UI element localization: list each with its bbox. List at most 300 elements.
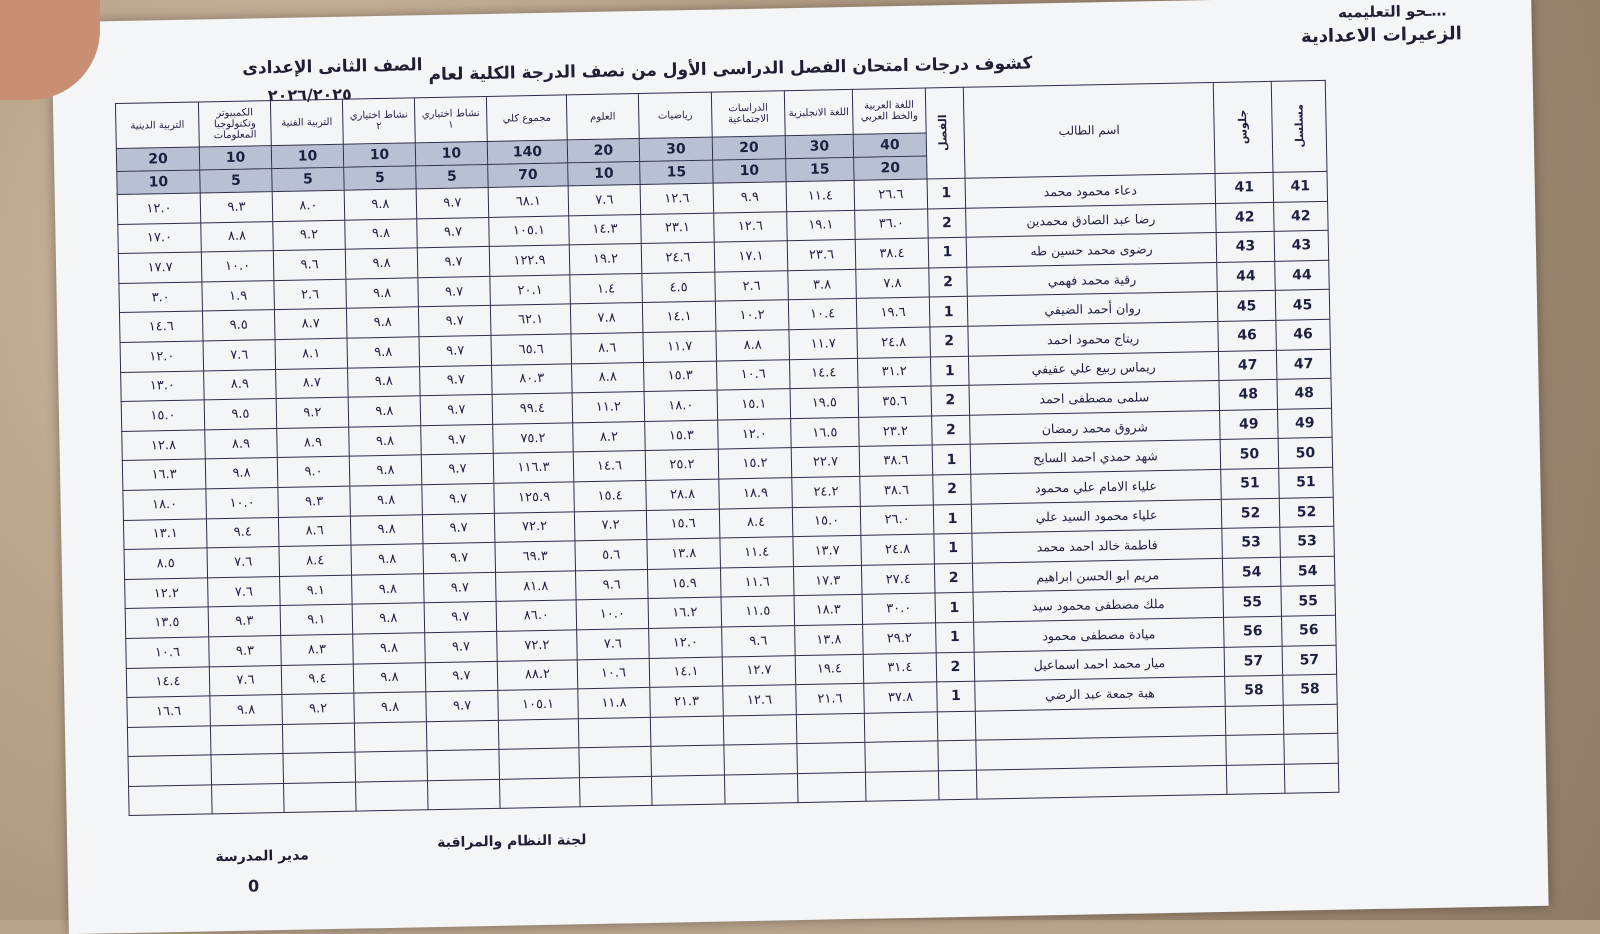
cell-seat: 42 — [1216, 202, 1275, 233]
cell-math: ١١.٧ — [643, 331, 717, 362]
cell-act1 — [426, 720, 499, 751]
cell-rel: ١٣.٠ — [121, 370, 205, 401]
cell-soc — [724, 773, 798, 804]
column-header: الدراسات الاجتماعية — [711, 91, 785, 137]
cell-total: ١٢٥.٩ — [494, 482, 575, 513]
cell-name: شروق محمد رمضان — [970, 410, 1221, 444]
column-header: العلوم — [566, 94, 639, 140]
cell-serial: 48 — [1277, 378, 1332, 409]
cell-total: ٦٩.٣ — [495, 541, 576, 572]
cell-total: ٩٩.٤ — [492, 393, 573, 424]
cell-act1: ٩.٧ — [422, 513, 495, 544]
school-name: الزعيرات الاعدادية — [1300, 23, 1463, 48]
max-score-cell: 30 — [785, 134, 853, 158]
cell-rel: ١٢.٢ — [125, 578, 209, 609]
cell-sci: ١٠.٦ — [577, 658, 650, 689]
cell-act1: ٩.٧ — [418, 276, 491, 307]
cell-ar: ٣١.٢ — [857, 357, 931, 388]
max-score-cell: 10 — [199, 146, 271, 170]
cell-soc: ١٠.٢ — [715, 300, 789, 331]
cell-en — [797, 772, 866, 803]
cell-soc: ١٢.٧ — [722, 655, 796, 686]
cell-act2: ٩.٨ — [344, 189, 417, 220]
cell-soc: ٨.٤ — [719, 507, 793, 538]
cell-en: ١٤.٤ — [789, 358, 858, 389]
cell-en — [796, 713, 865, 744]
cell-ar: ٣٨.٦ — [859, 445, 933, 476]
cell-act1 — [427, 750, 500, 781]
cell-art — [283, 752, 356, 783]
cell-soc: ١٢.٦ — [714, 211, 788, 242]
cell-class — [937, 711, 976, 741]
cell-rel: ١٥.٠ — [121, 400, 205, 431]
cell-class: 1 — [929, 297, 968, 327]
cell-en: ١١.٧ — [789, 328, 858, 359]
max-score-cell: 30 — [639, 137, 712, 161]
cell-class: 2 — [932, 415, 971, 445]
cell-math: ١٥.٣ — [644, 361, 718, 392]
max-score-cell: 10 — [415, 141, 487, 165]
cell-name: هبة جمعة عبد الرضي — [975, 676, 1226, 710]
cell-comp: ١٠.٠ — [206, 487, 279, 518]
cell-total — [499, 778, 580, 809]
cell-ar — [865, 771, 939, 802]
cell-art: ٩.٠ — [277, 456, 350, 487]
cell-sci: ٨.٨ — [572, 362, 645, 393]
cell-soc: ١٥.٢ — [718, 448, 792, 479]
cell-seat: 48 — [1219, 379, 1278, 410]
cell-serial: 54 — [1280, 556, 1335, 587]
cell-act1: ٩.٧ — [421, 424, 494, 455]
cell-soc: ١٧.١ — [714, 241, 788, 272]
cell-seat — [1225, 705, 1284, 736]
cell-serial: 50 — [1278, 438, 1333, 469]
cell-art: ٢.٦ — [274, 279, 347, 310]
cell-act1: ٩.٧ — [422, 483, 495, 514]
cell-class: 1 — [935, 593, 974, 623]
cell-rel: ٨.٥ — [124, 548, 208, 579]
column-header: الكمبيوتر وتكنولوجيا المعلومات — [198, 101, 271, 147]
cell-serial: 42 — [1274, 201, 1329, 232]
cell-seat: 52 — [1221, 498, 1280, 529]
cell-math: ١٤.١ — [649, 657, 723, 688]
cell-rel: ١٤.٤ — [126, 666, 210, 697]
cell-serial: 41 — [1273, 171, 1328, 202]
cell-seat: 50 — [1220, 439, 1279, 470]
cell-sci — [578, 717, 651, 748]
cell-ar: ٢٤.٨ — [861, 534, 935, 565]
half-score-cell: 70 — [488, 163, 568, 188]
cell-seat: 41 — [1215, 172, 1274, 203]
cell-ar: ٢٧.٤ — [861, 564, 935, 595]
cell-total: ٧٥.٢ — [493, 423, 574, 454]
cell-sci: ١١.٢ — [572, 392, 645, 423]
cell-act1: ٩.٧ — [424, 602, 497, 633]
cell-act2: ٩.٨ — [350, 485, 423, 516]
cell-act1: ٩.٧ — [418, 306, 491, 337]
cell-serial: 56 — [1282, 615, 1337, 646]
cell-art — [284, 782, 357, 813]
cell-comp: ١.٩ — [202, 280, 275, 311]
cell-total: ٨٨.٢ — [497, 659, 578, 690]
cell-class: 2 — [930, 326, 969, 356]
cell-math: ٤.٥ — [642, 272, 716, 303]
cell-soc: ١٥.١ — [717, 389, 791, 420]
cell-art: ٨.٤ — [279, 545, 352, 576]
cell-serial — [1284, 734, 1339, 765]
cell-act2: ٩.٨ — [348, 396, 421, 427]
cell-en: ١١.٤ — [786, 180, 855, 211]
cell-ar: ٢٩.٢ — [863, 623, 937, 654]
cell-act2: ٩.٨ — [347, 337, 420, 368]
half-score-cell: 15 — [640, 160, 713, 184]
cell-ar: ٣٥.٦ — [858, 386, 932, 417]
cell-soc: ١٨.٩ — [719, 478, 793, 509]
cell-serial: 58 — [1283, 674, 1338, 705]
cell-act2 — [354, 721, 427, 752]
cell-art: ٩.٤ — [281, 664, 354, 695]
cell-act1: ٩.٧ — [416, 187, 489, 218]
cell-ar: ١٩.٦ — [856, 297, 930, 328]
column-header: اللغة العربية والخط العربي — [852, 88, 926, 134]
half-score-cell: 10 — [117, 170, 200, 195]
cell-act1: ٩.٧ — [417, 217, 490, 248]
cell-art: ٩.٢ — [282, 693, 355, 724]
cell-rel: ١٢.٠ — [117, 193, 201, 224]
cell-class: 2 — [934, 563, 973, 593]
cell-total: ١١٦.٣ — [493, 452, 574, 483]
cell-rel: ١٢.٨ — [122, 430, 206, 461]
cell-rel — [128, 755, 212, 786]
cell-name: دعاء محمود محمد — [965, 173, 1216, 207]
cell-act2: ٩.٨ — [352, 573, 425, 604]
cell-seat: 43 — [1216, 232, 1275, 263]
cell-ar: ٧.٨ — [856, 268, 930, 299]
max-score-cell: 20 — [712, 136, 785, 160]
cell-act2 — [355, 751, 428, 782]
cell-art: ٨.٠ — [272, 190, 345, 221]
cell-math: ١٦.٢ — [648, 597, 722, 628]
max-score-cell: 10 — [271, 144, 343, 168]
cell-serial: 47 — [1276, 349, 1331, 380]
cell-name: رضوى محمد حسين طه — [966, 233, 1217, 267]
cell-act2: ٩.٨ — [348, 366, 421, 397]
cell-ar: ٣١.٤ — [863, 652, 937, 683]
cell-art: ٨.٧ — [274, 309, 347, 340]
cell-serial: 46 — [1276, 319, 1331, 350]
cell-total: ٨١.٨ — [496, 571, 577, 602]
cell-name — [976, 736, 1227, 770]
cell-class: 1 — [937, 681, 976, 711]
cell-rel: ١٧.٧ — [118, 252, 202, 283]
cell-math — [650, 716, 724, 747]
cell-math: ١٨.٠ — [644, 390, 718, 421]
cell-act1: ٩.٧ — [419, 335, 492, 366]
cell-seat: 58 — [1225, 675, 1284, 706]
cell-sci: ١٩.٢ — [569, 244, 642, 275]
max-score-cell: 140 — [487, 140, 567, 165]
cell-sci: ١٤.٣ — [569, 214, 642, 245]
cell-sci: ٧.٦ — [568, 185, 641, 216]
cell-rel: ١٧.٠ — [118, 223, 202, 254]
column-header — [1271, 80, 1327, 172]
cell-class — [938, 770, 977, 800]
cell-act2: ٩.٨ — [345, 218, 418, 249]
cell-act2: ٩.٨ — [352, 603, 425, 634]
cell-act1: ٩.٧ — [420, 395, 493, 426]
cell-soc — [723, 714, 797, 745]
cell-name — [976, 765, 1227, 799]
half-score-cell: 10 — [713, 159, 786, 183]
cell-seat: 49 — [1220, 409, 1279, 440]
grade-sheet-paper — [51, 0, 1548, 934]
cell-comp — [212, 783, 285, 814]
cell-comp: ٨.٨ — [201, 221, 274, 252]
cell-math: ٢٨.٨ — [646, 479, 720, 510]
cell-sci: ٧.٢ — [574, 510, 647, 541]
cell-name: علياء محمود السيد علي — [971, 499, 1222, 533]
cell-math: ١٤.١ — [642, 301, 716, 332]
cell-soc: ٢.٦ — [715, 270, 789, 301]
cell-en: ٢٢.٧ — [791, 447, 860, 478]
cell-sci: ٥.٦ — [575, 540, 648, 571]
cell-sci: ١.٤ — [570, 273, 643, 304]
cell-seat: 53 — [1222, 527, 1281, 558]
cell-rel — [127, 726, 211, 757]
cell-serial: 45 — [1275, 290, 1330, 321]
cell-seat: 54 — [1222, 557, 1281, 588]
cell-seat — [1226, 764, 1285, 795]
cell-sci: ١٥.٤ — [574, 480, 647, 511]
cell-art: ٨.٦ — [278, 516, 351, 547]
cell-rel: ١٦.٣ — [122, 459, 206, 490]
cell-en: ١٦.٥ — [791, 417, 860, 448]
cell-en: ١٨.٣ — [794, 595, 863, 626]
cell-ar: ٢٦.٠ — [860, 504, 934, 535]
cell-seat: 55 — [1223, 587, 1282, 618]
cell-ar — [865, 741, 939, 772]
column-header: اسم الطالب — [963, 82, 1215, 178]
cell-total: ٧٢.٢ — [497, 630, 578, 661]
cell-en: ١٠.٤ — [788, 299, 857, 330]
cell-en: ٢٤.٢ — [792, 476, 861, 507]
cell-sci: ٨.٦ — [571, 332, 644, 363]
cell-name: سلمى مصطفى احمد — [969, 381, 1220, 415]
cell-act2: ٩.٨ — [346, 278, 419, 309]
cell-math: ١٢.٠ — [649, 627, 723, 658]
cell-en: ٢٣.٦ — [787, 240, 856, 271]
cell-ar: ٢٤.٨ — [857, 327, 931, 358]
cell-total: ٦٢.١ — [490, 304, 571, 335]
cell-comp: ٧.٦ — [208, 576, 281, 607]
cell-soc: ٩.٩ — [713, 182, 787, 213]
cell-class: 2 — [933, 474, 972, 504]
cell-art: ٩.٣ — [278, 486, 351, 517]
cell-math — [651, 775, 725, 806]
max-score-cell: 20 — [567, 139, 639, 163]
cell-en: ١٧.٣ — [793, 565, 862, 596]
cell-class: 1 — [936, 622, 975, 652]
cell-soc: ٨.٨ — [716, 330, 790, 361]
cell-comp: ٩.٥ — [202, 310, 275, 341]
cell-math: ١٢.٦ — [640, 183, 714, 214]
cell-seat — [1226, 735, 1285, 766]
cell-name: ميار محمد احمد اسماعيل — [974, 647, 1225, 681]
column-header-label: جلوس — [1236, 109, 1250, 145]
cell-comp: ٧.٦ — [203, 340, 276, 371]
cell-act1: ٩.٧ — [423, 542, 496, 573]
cell-act2 — [356, 781, 429, 812]
cell-comp: ٩.٨ — [205, 458, 278, 489]
cell-comp: ٨.٩ — [205, 428, 278, 459]
cell-en: ٣.٨ — [788, 269, 857, 300]
principal-signature-label: مدير المدرسة — [215, 847, 310, 866]
cell-soc: ٩.٦ — [722, 626, 796, 657]
cell-en: ٢١.٦ — [796, 683, 865, 714]
cell-total — [499, 748, 580, 779]
max-score-cell: 10 — [343, 143, 415, 167]
cell-art: ٩.١ — [280, 604, 353, 635]
cell-rel: ١٠.٦ — [126, 637, 210, 668]
cell-soc: ١٢.٠ — [718, 418, 792, 449]
cell-comp: ٨.٩ — [204, 369, 277, 400]
cell-math — [651, 745, 725, 776]
cell-sci: ١٤.٦ — [573, 451, 646, 482]
column-header: نشاط اختياري ٢ — [342, 98, 415, 144]
cell-en: ١٣.٧ — [793, 535, 862, 566]
cell-art: ٨.١ — [275, 338, 348, 369]
cell-name: رضا عبد الصادق محمدين — [966, 203, 1217, 237]
cell-name: ملك مصطفى محمود سيد — [973, 588, 1224, 622]
cell-comp: ٩.٣ — [208, 606, 281, 637]
cell-class: 1 — [928, 237, 967, 267]
cell-soc: ١١.٥ — [721, 596, 795, 627]
cell-seat: 44 — [1217, 261, 1276, 292]
grades-table — [115, 80, 1339, 817]
cell-act1 — [428, 779, 501, 810]
cell-act2: ٩.٨ — [353, 662, 426, 693]
cell-rel: ١٤.٦ — [119, 311, 203, 342]
cell-total: ٧٢.٢ — [494, 511, 575, 542]
half-score-cell: 10 — [568, 162, 640, 186]
cell-en: ١٥.٠ — [792, 506, 861, 537]
cell-seat: 47 — [1218, 350, 1277, 381]
cell-class: 1 — [932, 445, 971, 475]
sheet-title: كشوف درجات امتحان الفصل الدراسى الأول من نصف الدرجة الكلية لعام — [428, 53, 1033, 86]
cell-ar: ٢٦.٦ — [854, 179, 928, 210]
cell-seat: 56 — [1224, 616, 1283, 647]
cell-act2: ٩.٨ — [351, 544, 424, 575]
cell-math: ١٥.٣ — [645, 420, 719, 451]
cell-art: ٩.١ — [280, 575, 353, 606]
cell-act1: ٩.٧ — [425, 661, 498, 692]
cell-sci — [579, 747, 652, 778]
cell-act2: ٩.٨ — [350, 514, 423, 545]
cell-class: 1 — [933, 504, 972, 534]
cell-math: ١٥.٩ — [647, 568, 721, 599]
cell-total: ٨٠.٣ — [492, 363, 573, 394]
cell-total: ١٠٥.١ — [498, 689, 579, 720]
cell-ar: ٣٦.٠ — [855, 209, 929, 240]
cell-math: ٢٤.٦ — [641, 242, 715, 273]
cell-sci: ٨.٢ — [573, 421, 646, 452]
cell-serial — [1283, 704, 1338, 735]
cell-ar: ٣٨.٦ — [860, 475, 934, 506]
cell-math: ٢٥.٢ — [645, 449, 719, 480]
cell-name: شهد حمدي احمد السايح — [970, 440, 1221, 474]
cell-total: ١٠٥.١ — [489, 215, 570, 246]
cell-ar: ٣٠.٠ — [862, 593, 936, 624]
cell-total — [498, 718, 579, 749]
cell-act2: ٩.٨ — [353, 633, 426, 664]
cell-ar: ٣٧.٨ — [864, 682, 938, 713]
cell-serial — [1284, 763, 1339, 794]
cell-art: ٩.٢ — [273, 220, 346, 251]
cell-en — [797, 743, 866, 774]
cell-sci: ٧.٨ — [570, 303, 643, 334]
cell-rel: ١٢.٠ — [120, 341, 204, 372]
cell-class: 2 — [936, 652, 975, 682]
column-header: نشاط اختياري ١ — [414, 96, 487, 142]
cell-soc — [724, 744, 798, 775]
column-header — [1213, 81, 1273, 173]
cell-rel — [129, 785, 213, 816]
cell-class: 1 — [934, 533, 973, 563]
cell-ar — [864, 712, 938, 743]
cell-sci — [579, 776, 652, 807]
cell-act2: ٩.٨ — [346, 307, 419, 338]
cell-math: ٢١.٣ — [650, 686, 724, 717]
cell-act2: ٩.٨ — [349, 455, 422, 486]
cell-comp — [210, 724, 283, 755]
directorate-label: …ـحو التعليميه — [1337, 1, 1447, 22]
cell-act2: ٩.٨ — [349, 426, 422, 457]
cell-art: ٨.٣ — [281, 634, 354, 665]
cell-comp: ١٠.٠ — [201, 251, 274, 282]
cell-sci: ١١.٨ — [578, 688, 651, 719]
cell-math: ٢٣.١ — [641, 213, 715, 244]
cell-comp: ٩.٣ — [209, 635, 282, 666]
cell-comp: ٩.٨ — [210, 695, 283, 726]
cell-art — [282, 723, 355, 754]
footer-mark: 0 — [247, 876, 260, 896]
cell-art: ٩.٦ — [273, 249, 346, 280]
cell-sci: ١٠.٠ — [576, 599, 649, 630]
max-score-cell: 20 — [116, 147, 199, 172]
cell-name: مريم ابو الحسن ابراهيم — [972, 558, 1223, 592]
cell-name: علياء الامام علي محمود — [971, 469, 1222, 503]
cell-class: 1 — [927, 178, 966, 208]
student-rows — [117, 171, 1339, 816]
cell-comp: ٩.٣ — [200, 192, 273, 223]
cell-total: ٨٦.٠ — [496, 600, 577, 631]
cell-serial: 49 — [1278, 408, 1333, 439]
half-score-cell: 5 — [200, 169, 272, 193]
cell-math: ١٣.٨ — [647, 538, 721, 569]
cell-art: ٨.٩ — [277, 427, 350, 458]
half-score-cell: 5 — [344, 166, 416, 190]
cell-ar: ٣٨.٤ — [855, 238, 929, 269]
cell-comp: ٩.٤ — [206, 517, 279, 548]
cell-sci: ٩.٦ — [576, 569, 649, 600]
column-header: التربية الدينية — [115, 102, 199, 149]
cell-comp: ٩.٥ — [204, 399, 277, 430]
cell-comp: ٧.٦ — [209, 665, 282, 696]
cell-serial: 51 — [1279, 467, 1334, 498]
cell-rel: ١٦.٦ — [127, 696, 211, 727]
column-header-label: الفصل — [935, 114, 950, 152]
cell-serial: 43 — [1274, 231, 1329, 262]
